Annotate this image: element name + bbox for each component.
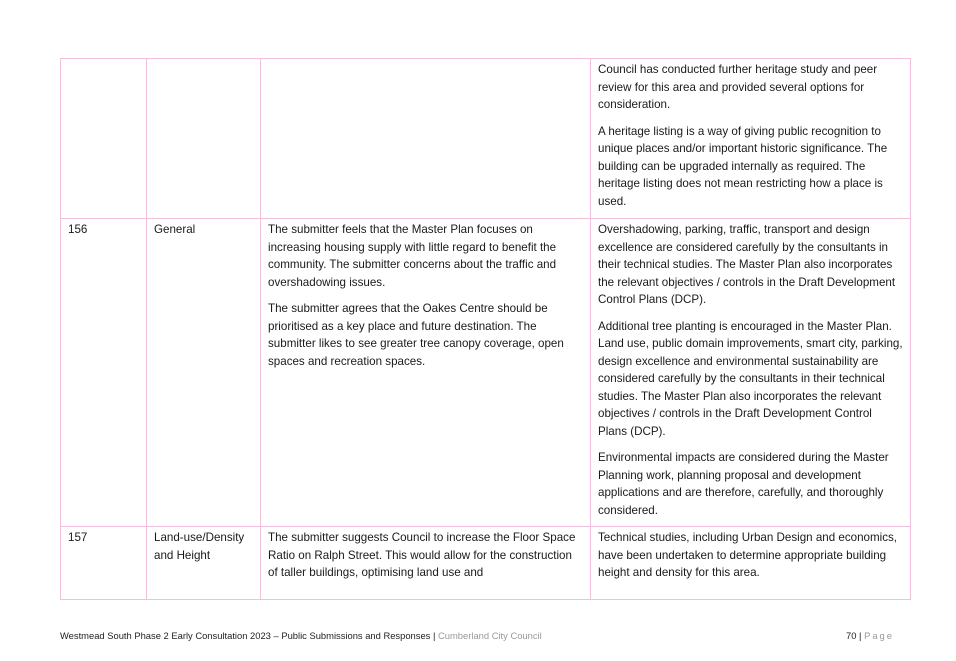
response-cell xyxy=(591,219,911,527)
submission-cell xyxy=(261,219,591,527)
submission-paragraph: The submitter suggests Council to increase the Floor Space Ratio on Ralph Street. This would allow for the construction of taller buildings, optimising land use and xyxy=(268,531,576,579)
response-paragraph: Additional tree planting is encouraged in the Master Plan. Land use, public domain improvements, smart city, parking, design excellence and environmental sustainability are considered carefully by the consultants in their technical studies. The Master Plan also incorporates the relevant objectives / controls in the Draft Development Control Plans (DCP). xyxy=(598,319,903,438)
footer-separator: | xyxy=(430,630,439,641)
table-row xyxy=(61,59,911,219)
table-row xyxy=(61,219,911,527)
response-cell xyxy=(591,59,911,219)
document-title: Westmead South Phase 2 Early Consultation 2023 – Public Submissions and Responses xyxy=(60,630,431,641)
table-row xyxy=(61,527,911,600)
submission-number-cell: 157 xyxy=(61,527,147,600)
submission-number-cell xyxy=(61,59,147,219)
submission-cell xyxy=(261,59,591,219)
page-number: 70 xyxy=(846,630,857,641)
page-word: Page xyxy=(864,630,894,641)
council-name: Cumberland City Council xyxy=(438,630,542,641)
topic-cell xyxy=(147,59,261,219)
topic-cell: Land-use/Density and Height xyxy=(147,527,261,600)
response-paragraph: Technical studies, including Urban Design and economics, have been undertaken to determine appropriate building height and density for this area. xyxy=(598,531,898,579)
topic-cell: General xyxy=(147,219,261,527)
footer-title-line xyxy=(60,630,542,641)
page-indicator xyxy=(846,630,894,641)
submission-paragraph: The submitter agrees that the Oakes Centre should be prioritised as a key place and future destination. The submitter likes to see greater tree canopy coverage, open spaces and recreation spaces. xyxy=(268,302,564,368)
response-paragraph: Overshadowing, parking, traffic, transport and design excellence are considered carefully by the consultants in their technical studies. The Master Plan also incorporates the relevant objectives / controls in the Draft Development Control Plans (DCP). xyxy=(598,223,896,306)
page-separator: | xyxy=(856,630,865,641)
submission-cell xyxy=(261,527,591,600)
response-paragraph: A heritage listing is a way of giving public recognition to unique places and/or important historic significance. The building can be upgraded internally as required. The heritage listing does not mean restricting how a place is used. xyxy=(598,124,888,208)
submission-paragraph: The submitter feels that the Master Plan focuses on increasing housing supply with little regard to benefit the community. The submitter concerns about the traffic and overshadowing issues. xyxy=(268,223,557,289)
submissions-table xyxy=(60,58,911,600)
response-paragraph: Environmental impacts are considered during the Master Planning work, planning proposal and development applications and are therefore, carefully, and thoroughly considered. xyxy=(598,451,889,517)
response-paragraph: Council has conducted further heritage study and peer review for this area and provided several options for consideration. xyxy=(598,63,878,111)
submission-number-cell: 156 xyxy=(61,219,147,527)
response-cell xyxy=(591,527,911,600)
